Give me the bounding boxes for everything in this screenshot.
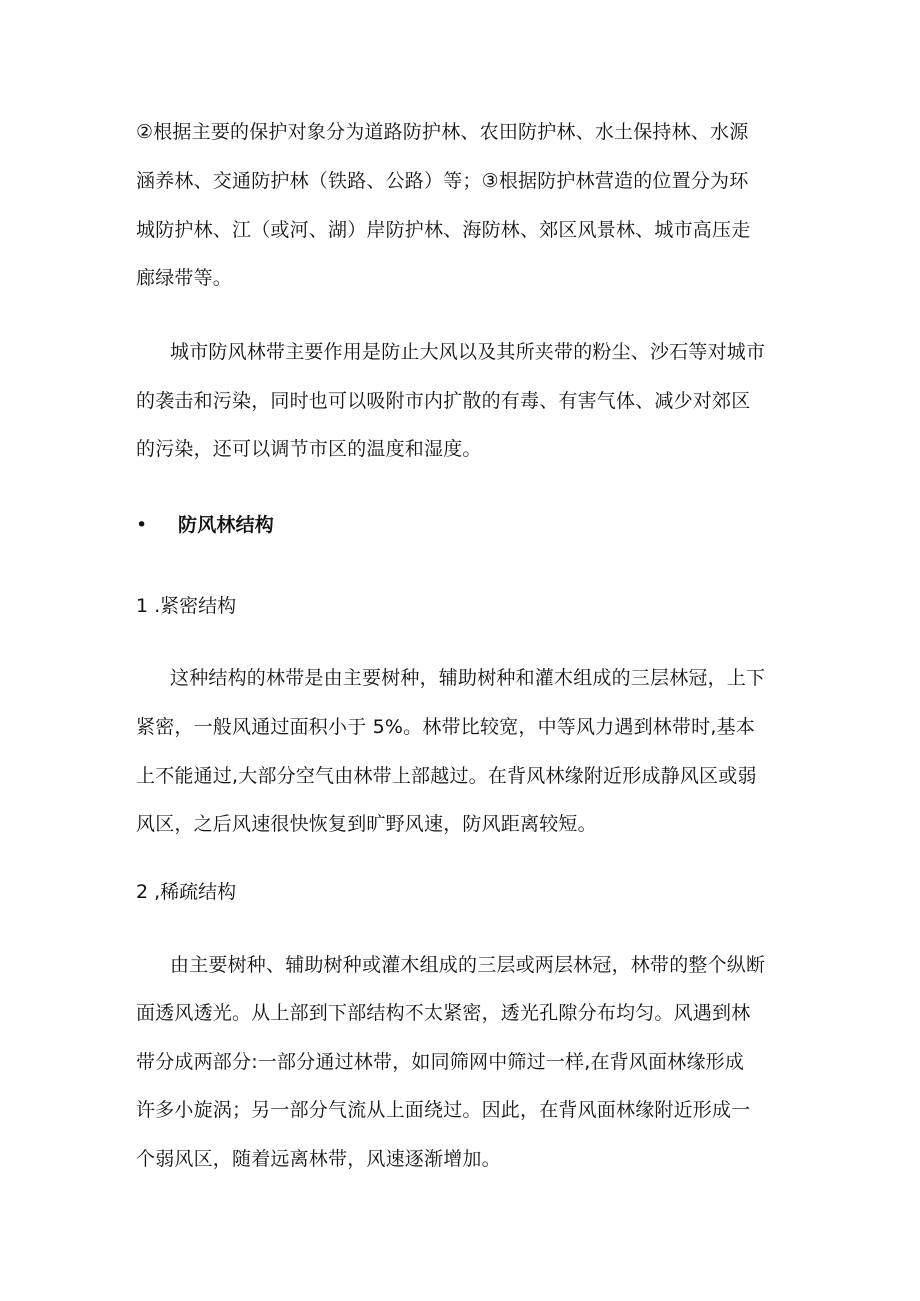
item-2-line-1: 由主要树种、辅助树种或灌木组成的三层或两层林冠，林带的整个纵断 <box>170 954 766 976</box>
bullet-marker: • <box>136 514 148 536</box>
paragraph-1-line-1: ②根据主要的保护对象分为道路防护林、农田防护林、水土保持林、水源 <box>136 121 749 143</box>
paragraph-2-line-1: 城市防风林带主要作用是防止大风以及其所夹带的粉尘、沙石等对城市 <box>170 341 766 363</box>
paragraph-1-line-4: 廊绿带等。 <box>136 267 233 289</box>
item-2-line-4: 许多小旋涡；另一部分气流从上面绕过。因此，在背风面林缘附近形成一 <box>136 1099 751 1121</box>
item-2-line-5: 个弱风区，随着远离林带，风速逐渐增加。 <box>136 1148 501 1170</box>
paragraph-1-line-3: 城防护林、江（或河、湖）岸防护林、海防林、郊区风景林、城市高压走 <box>136 219 751 241</box>
item-1-line-3: 上不能通过,大部分空气由林带上部越过。在背风林缘附近形成静风区或弱 <box>136 765 757 787</box>
item-1-line-2: 紧密，一般风通过面积小于 5%。林带比较宽，中等风力遇到林带时,基本 <box>136 716 756 738</box>
item-1-line-4: 风区，之后风速很快恢复到旷野风速，防风距离较短。 <box>136 813 597 835</box>
item-1-line-1: 这种结构的林带是由主要树种，辅助树种和灌木组成的三层林冠，上下 <box>170 667 766 689</box>
item-1-heading: 1 .紧密结构 <box>136 595 237 617</box>
item-2-line-3: 带分成两部分:一部分通过林带，如同筛网中筛过一样,在背风面林缘形成 <box>136 1051 745 1073</box>
paragraph-2-line-2: 的袭击和污染，同时也可以吸附市内扩散的有毒、有害气体、减少对郊区 <box>136 390 751 412</box>
paragraph-2-line-3: 的污染，还可以调节市区的温度和湿度。 <box>136 438 482 460</box>
item-2-line-2: 面透风透光。从上部到下部结构不太紧密，透光孔隙分布均匀。风遇到林 <box>136 1002 751 1024</box>
item-2-heading: 2 ,稀疏结构 <box>136 881 237 903</box>
paragraph-1-line-2: 涵养林、交通防护林（铁路、公路）等；③根据防护林营造的位置分为环 <box>136 170 749 192</box>
section-heading: 防风林结构 <box>178 514 275 536</box>
